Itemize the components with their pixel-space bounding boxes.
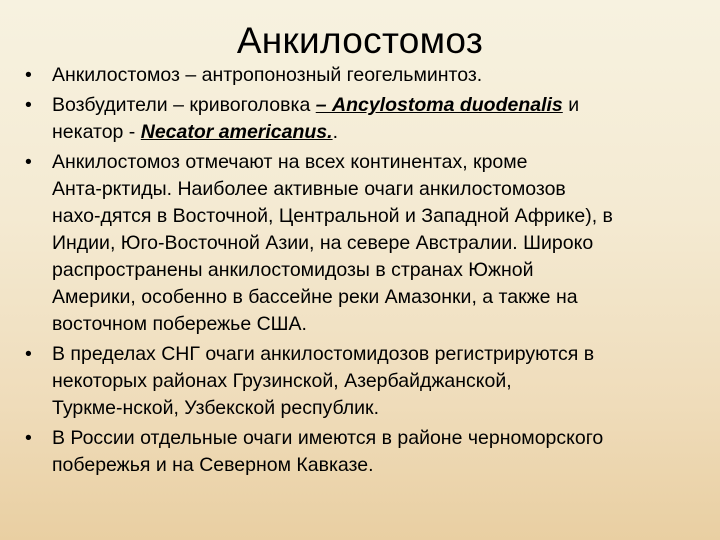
bullet-line: Анта-рктиды. Наиболее активные очаги анкилостомозов bbox=[52, 178, 566, 200]
bullet-marker: • bbox=[25, 427, 32, 449]
latin-name-ancylostoma: – Ancylostoma duodenalis bbox=[315, 94, 563, 116]
bullet-item-pathogens bbox=[24, 92, 696, 146]
bullet-line: Анкилостомоз отмечают на всех континентах, кроме bbox=[52, 151, 528, 173]
bullet-line: В России отдельные очаги имеются в районе черноморского bbox=[52, 427, 604, 449]
bullet-line: восточном побережье США. bbox=[52, 313, 307, 335]
bullet-line: В пределах СНГ очаги анкилостомидозов регистрируются в bbox=[52, 343, 595, 365]
bullet-marker: • bbox=[25, 343, 32, 365]
bullet-line: нахо-дятся в Восточной, Центральной и Западной Африке), в bbox=[52, 205, 613, 227]
bullet-text: . bbox=[332, 121, 338, 143]
bullet-marker: • bbox=[25, 64, 32, 86]
bullet-line bbox=[52, 92, 696, 119]
bullet-item-russia bbox=[24, 425, 696, 479]
bullet-line: Америки, особенно в бассейне реки Амазонки, а также на bbox=[52, 286, 578, 308]
bullet-item-distribution bbox=[24, 149, 696, 338]
bullet-marker: • bbox=[25, 94, 32, 116]
slide-title: Анкилостомоз bbox=[236, 20, 484, 61]
bullet-line: некоторых районах Грузинской, Азербайджанской, bbox=[52, 370, 512, 392]
bullet-marker: • bbox=[25, 151, 32, 173]
bullet-line: Туркме-нской, Узбекской республик. bbox=[52, 397, 380, 419]
bullet-item-cis bbox=[24, 341, 696, 422]
latin-name-necator: Necator americanus. bbox=[140, 121, 333, 143]
bullet-text: Анкилостомоз – антропонозный геогельминтоз. bbox=[52, 64, 483, 86]
bullet-line: побережья и на Северном Кавказе. bbox=[52, 454, 374, 476]
bullet-text: и bbox=[562, 94, 580, 116]
bullet-text: Возбудители – кривоголовка bbox=[52, 94, 316, 116]
bullet-line: Индии, Юго-Восточной Азии, на севере Австралии. Широко bbox=[52, 232, 594, 254]
bullet-list bbox=[24, 62, 696, 482]
bullet-line: распространены анкилостомидозы в странах Южной bbox=[52, 259, 534, 281]
bullet-item-definition bbox=[24, 62, 696, 89]
bullet-line bbox=[52, 119, 696, 146]
bullet-text: некатор - bbox=[52, 121, 141, 143]
